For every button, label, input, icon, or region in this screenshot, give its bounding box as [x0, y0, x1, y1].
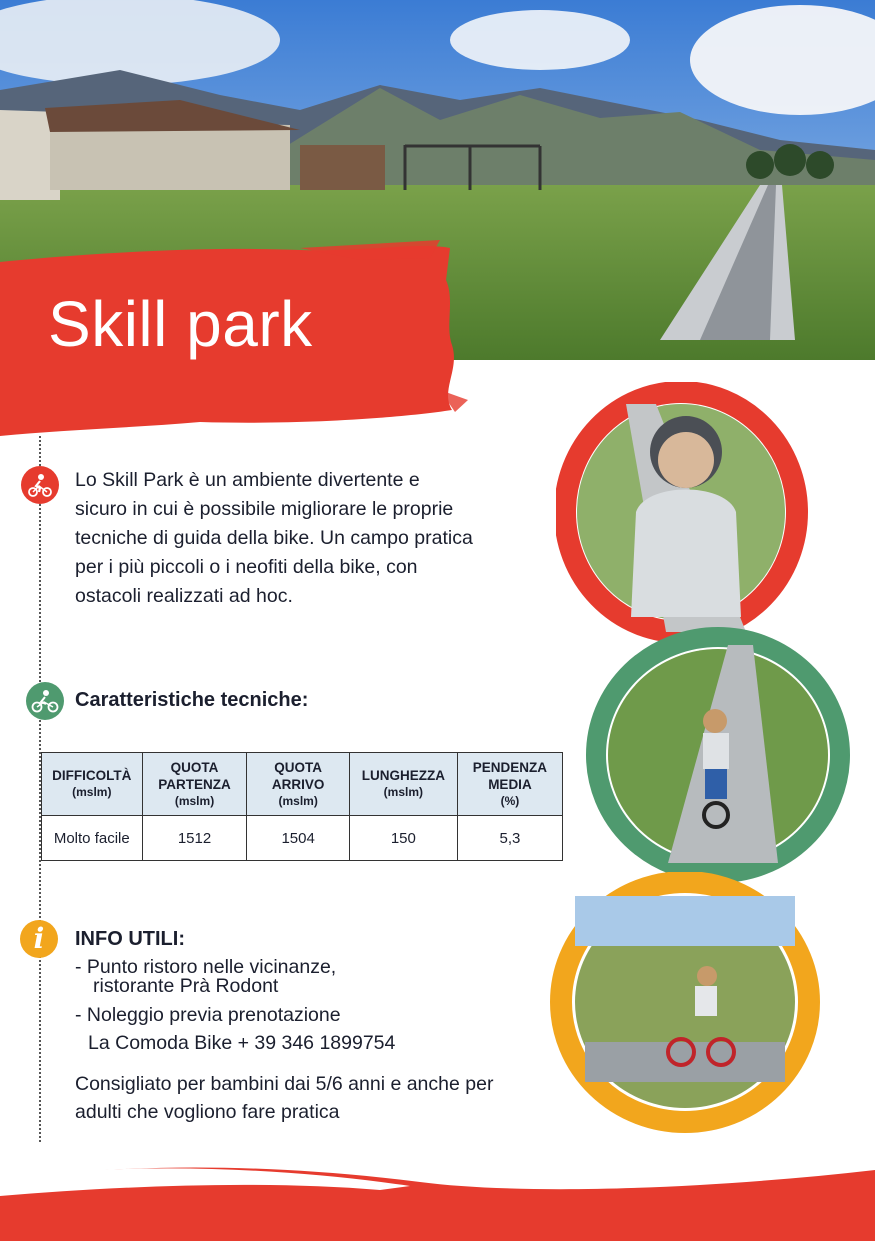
info-item: - Punto ristoro nelle vicinanze,: [75, 956, 337, 978]
footer-brush-stripe: [0, 1150, 875, 1241]
table-cell: 1512: [142, 816, 247, 861]
info-item: La Comoda Bike + 39 346 1899754: [88, 1032, 396, 1054]
intro-text: Lo Skill Park è un ambiente divertente e sicuro in cui è possibile migliorare le proprie tecniche di guida della bike. Un campo pratica per i più piccoli o i neofiti della bike, con ostacoli realizzati ad hoc.: [75, 469, 473, 607]
info-item: - Noleggio previa prenotazione: [75, 1004, 341, 1026]
table-cell: Molto facile: [42, 816, 143, 861]
info-item: ristorante Prà Rodont: [93, 975, 279, 997]
column-header: DIFFICOLTÀ (mslm): [42, 753, 143, 816]
column-header: PENDENZA MEDIA (%): [457, 753, 562, 816]
table-cell: 1504: [247, 816, 349, 861]
advice-text: Consigliato per bambini dai 5/6 anni e anche per adulti che vogliono fare pratica: [75, 1073, 494, 1123]
photo-circle-yellow: [545, 872, 830, 1142]
table-row: [42, 816, 563, 861]
column-header: LUNGHEZZA (mslm): [349, 753, 457, 816]
specs-table: [41, 752, 563, 861]
specs-title: Caratteristiche tecniche:: [75, 689, 309, 711]
photo-circle-green: [578, 625, 858, 887]
table-cell: 5,3: [457, 816, 562, 861]
info-icon: i: [20, 920, 58, 958]
column-header: QUOTA ARRIVO (mslm): [247, 753, 349, 816]
bike-icon: [26, 682, 64, 720]
cyclist-icon: [21, 466, 59, 504]
table-header-row: [42, 753, 563, 816]
photo-circle-red: [556, 382, 856, 644]
info-title: INFO UTILI:: [75, 928, 185, 950]
page-title: Skill park: [48, 288, 313, 360]
table-cell: 150: [349, 816, 457, 861]
column-header: QUOTA PARTENZA (mslm): [142, 753, 247, 816]
